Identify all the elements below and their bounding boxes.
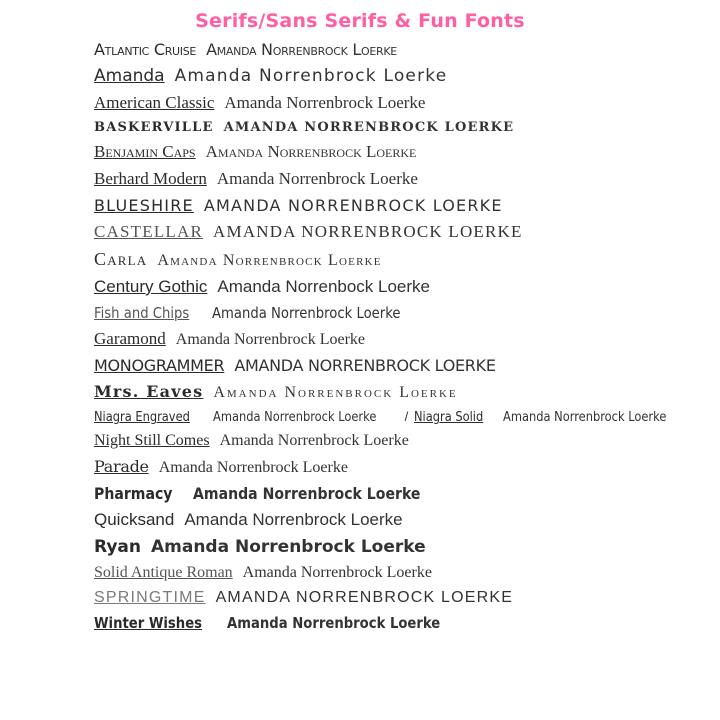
font-name: Berhard Modern <box>94 169 207 188</box>
font-sample: Amanda Norrenbrock Loerke <box>205 142 417 161</box>
font-sample: Amanda Norrenbrock Loerke <box>150 537 426 557</box>
font-sample: AMANDA NORRENBROCK LOERKE <box>213 222 523 241</box>
font-sample-secondary: Amanda Norrenbrock Loerke <box>502 410 667 425</box>
font-name-secondary: Niagra Solid <box>414 410 484 425</box>
font-name: Carla <box>94 249 148 269</box>
list-item <box>94 93 712 113</box>
font-sample: Amanda Norrenbrock Loerke <box>206 40 397 59</box>
font-sample: Amanda Norrenbrock Loerke <box>213 384 458 401</box>
font-sample: Amanda Norrenbrock Loerke <box>158 459 348 476</box>
list-item <box>94 510 712 530</box>
list-item <box>94 432 712 450</box>
font-name: MONOGRAMMER <box>94 356 225 375</box>
font-name: Atlantic Cruise <box>94 40 197 59</box>
list-item <box>94 457 712 477</box>
font-sample: AMANDA NORRENBROCK LOERKE <box>203 196 503 215</box>
font-name: CASTELLAR <box>94 222 204 241</box>
list-item <box>94 589 712 607</box>
list-item <box>94 169 712 189</box>
list-item <box>94 382 712 402</box>
font-name: Garamond <box>94 329 166 348</box>
font-name: Pharmacy <box>94 484 173 503</box>
font-sample: Amanda Norrenbrock Loerke <box>219 432 409 449</box>
font-name: Niagra Engraved <box>94 410 190 425</box>
font-name: Benjamin Caps <box>94 142 196 161</box>
list-item <box>94 614 712 632</box>
font-name: Parade <box>94 457 149 476</box>
row-separator: / <box>404 409 409 424</box>
list-item <box>94 409 712 425</box>
list-item <box>94 196 712 215</box>
font-sample: Amanda Norrenbrock Loerke <box>212 304 401 322</box>
list-item <box>94 249 712 270</box>
list-item <box>94 484 712 503</box>
font-sample: AMANDA NORRENBROCK LOERKE <box>223 120 515 135</box>
page-title: Serifs/Sans Serifs & Fun Fonts <box>195 10 525 32</box>
font-sample: Amanda Norrenbrock Loerke <box>216 169 418 188</box>
list-item <box>94 222 712 242</box>
font-name: Solid Antique Roman <box>94 564 233 581</box>
list-item <box>94 329 712 349</box>
list-item <box>94 277 712 297</box>
font-name: SPRINGTIME <box>94 589 206 606</box>
font-sample: Amanda Norrenbrock Loerke <box>157 252 382 269</box>
list-item <box>94 120 712 135</box>
font-sample: Amanda Norrenbock Loerke <box>217 277 431 296</box>
list-item <box>94 66 712 86</box>
list-item <box>94 564 712 582</box>
font-name: Century Gothic <box>94 277 208 296</box>
font-sample: AMANDA NORRENBROCK LOERKE <box>234 356 496 375</box>
font-sample-list <box>0 40 720 632</box>
font-name: Fish and Chips <box>94 304 190 322</box>
font-name: Quicksand <box>94 510 175 529</box>
font-name: Ryan <box>94 537 141 557</box>
font-name: Mrs. Eaves <box>94 382 204 401</box>
font-sample: Amanda Norrenbrock Loerke <box>224 93 426 112</box>
font-sample: Amanda Norrenbrock Loerke <box>184 510 403 529</box>
font-sample: Amanda Norrenbrock Loerke <box>193 484 421 503</box>
font-sample: Amanda Norrenbrock Loerke <box>212 410 377 425</box>
list-item <box>94 40 712 59</box>
font-name: BASKERVILLE <box>94 120 214 135</box>
font-name: Winter Wishes <box>94 614 203 632</box>
list-item <box>94 356 712 375</box>
font-name: American Classic <box>94 93 215 112</box>
font-name: Night Still Comes <box>94 432 210 449</box>
font-sample: Amanda Norrenbrock Loerke <box>175 331 366 348</box>
list-item <box>94 142 712 162</box>
font-sample: AMANDA NORRENBROCK LOERKE <box>215 589 514 606</box>
font-sample: Amanda Norrenbrock Loerke <box>226 614 440 632</box>
list-item <box>94 537 712 557</box>
font-name: BLUESHIRE <box>94 196 194 215</box>
font-sample: Amanda Norrenbrock Loerke <box>174 66 448 86</box>
font-sample: Amanda Norrenbrock Loerke <box>242 564 432 581</box>
list-item <box>94 304 712 322</box>
font-name: Amanda <box>94 66 165 86</box>
